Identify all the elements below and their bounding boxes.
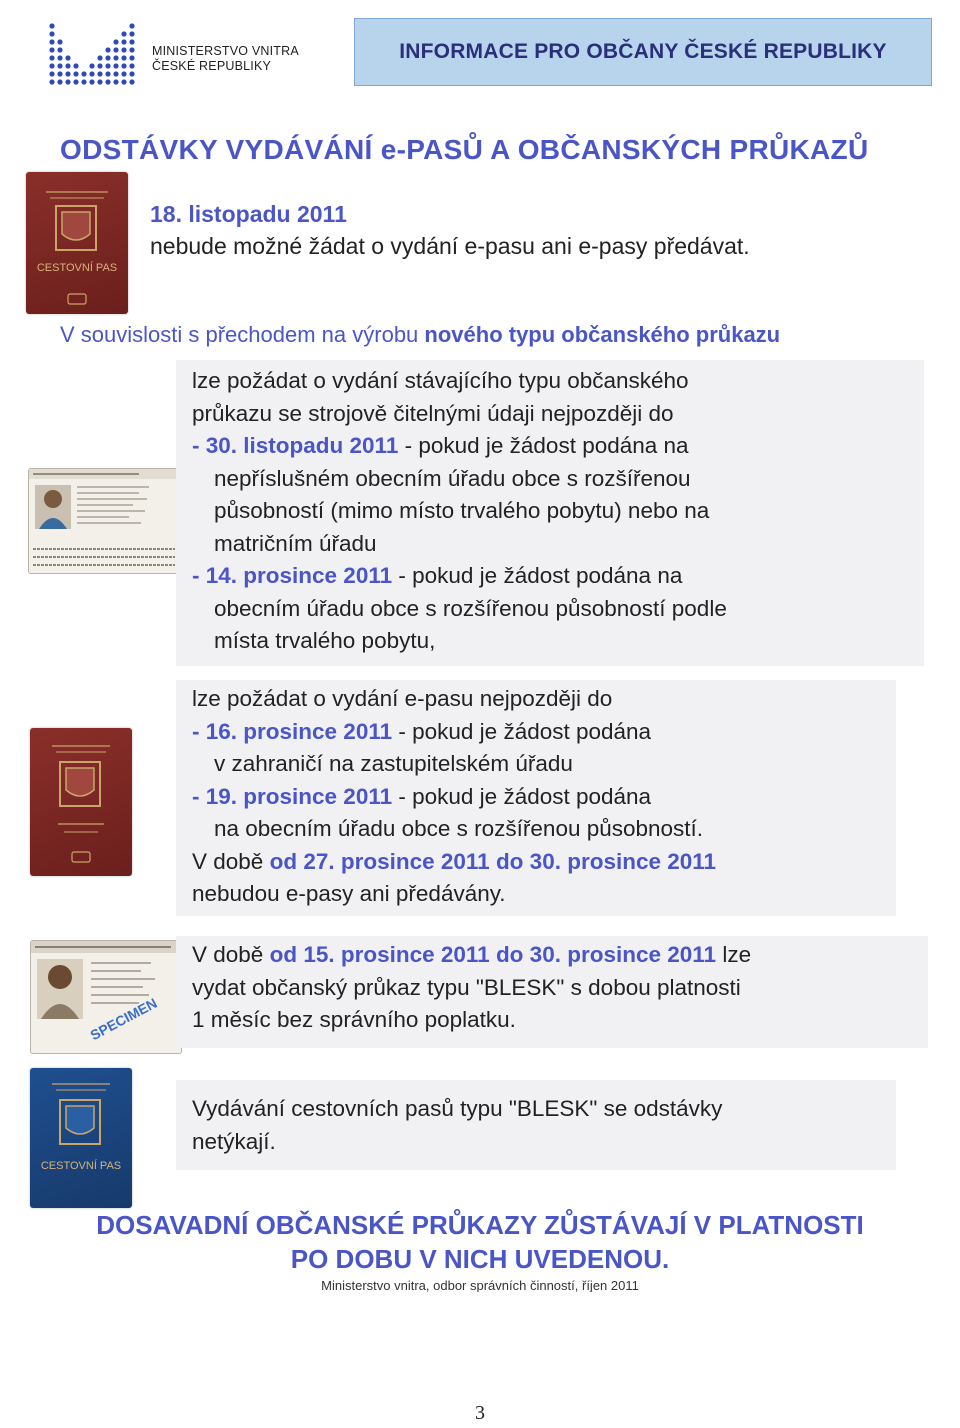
blue-passport-emblem-icon — [30, 1068, 132, 1208]
ministry-name — [152, 44, 299, 74]
epass-deadline-2 — [192, 781, 912, 814]
blesk-id-line3: 1 měsíc bez správního poplatku. — [192, 1007, 516, 1032]
deadline-item-2 — [192, 560, 912, 593]
ministry-logo-icon — [48, 20, 140, 92]
eps-stop-date: 18. listopadu 2011 — [150, 201, 347, 227]
blesk-id-line1 — [192, 939, 932, 972]
page-title: ODSTÁVKY VYDÁVÁNÍ e-PASŮ A OBČANSKÝCH PRŮKAZŮ — [60, 134, 869, 165]
ministry-line-1: MINISTERSTVO VNITRA — [152, 44, 299, 58]
specimen-id-card-image — [30, 940, 182, 1054]
context-prefix: V souvislosti s přechodem na výrobu — [60, 322, 425, 347]
blesk-passport-line1: Vydávání cestovních pasů typu "BLESK" se odstávky — [192, 1096, 723, 1121]
deadline-2-line3: místa trvalého pobytu, — [214, 628, 436, 653]
red-passport-image — [26, 172, 128, 314]
block2-line1: lze požádat o vydání stávajícího typu občanského — [192, 368, 689, 393]
blesk-id-dates: od 15. prosince 2011 do 30. prosince 2011 — [269, 942, 717, 967]
id-card-image — [28, 468, 180, 574]
period-prefix: V době — [192, 848, 270, 874]
deadline-1-line3: působností (mimo místo trvalého pobytu) nebo na — [214, 498, 710, 523]
block2-line2: průkazu se strojově čitelnými údaji nejpozději do — [192, 400, 674, 426]
blue-passport-image — [30, 1068, 132, 1208]
epass-deadline-2-line2: na obecním úřadu obce s rozšířenou působností. — [214, 816, 704, 841]
red-passport-image-2 — [30, 728, 132, 876]
period-dates: od 27. prosince 2011 do 30. prosince 2011 — [269, 848, 717, 874]
deadline-1-text: - pokud je žádost podána na — [398, 433, 689, 458]
validity-heading-line1: DOSAVADNÍ OBČANSKÉ PRŮKAZY ZŮSTÁVAJÍ V PLATNOSTI — [96, 1210, 864, 1240]
deadline-item-1 — [192, 430, 912, 463]
epassport-deadline-block — [192, 683, 912, 911]
epass-deadline-2-date: - 19. prosince 2011 — [192, 783, 393, 809]
id-card-photo-icon — [29, 469, 179, 573]
block3-line1: lze požádat o vydání e-pasu nejpozději do — [192, 686, 613, 711]
period-end: nebudou e-pasy ani předávány. — [192, 881, 506, 906]
epass-deadline-2-text: - pokud je žádost podána — [392, 783, 652, 809]
blesk-passport-block — [192, 1093, 912, 1158]
info-banner — [354, 18, 932, 86]
eps-stop-notice — [150, 198, 910, 262]
validity-heading-line2: PO DOBU V NICH UVEDENOU. — [290, 1244, 670, 1274]
deadline-1-line4: matričním úřadu — [214, 530, 377, 556]
banner-text: INFORMACE PRO OBČANY ČESKÉ REPUBLIKY — [399, 40, 887, 63]
deadline-2-line2: obecním úřadu obce s rozšířenou působností podle — [214, 595, 727, 621]
blesk-passport-line2: netýkají. — [192, 1128, 276, 1154]
deadline-2-date: - 14. prosince 2011 — [192, 563, 393, 588]
red-passport-label: CESTOVNÍ PAS — [36, 262, 118, 274]
deadline-2-text: - pokud je žádost podána na — [392, 563, 683, 588]
id-card-deadline-block — [192, 365, 912, 658]
validity-heading — [40, 1208, 920, 1276]
context-line — [60, 322, 780, 348]
passport-emblem-icon — [26, 172, 128, 314]
period-line — [192, 846, 912, 879]
epass-deadline-1-line2: v zahraničí na zastupitelském úřadu — [214, 751, 573, 776]
specimen-stamp: SPECIMEN — [87, 994, 160, 1044]
passport-emblem-icon-2 — [30, 728, 132, 876]
context-bold: nového typu občanského průkazu — [424, 322, 781, 347]
ministry-line-2: ČESKÉ REPUBLIKY — [152, 59, 272, 73]
source-note: Ministerstvo vnitra, odbor správních činností, říjen 2011 — [321, 1278, 639, 1292]
epass-deadline-1-date: - 16. prosince 2011 — [192, 718, 393, 744]
blesk-id-suffix: lze — [716, 942, 752, 967]
epass-deadline-1 — [192, 716, 912, 749]
deadline-1-line2: nepříslušném obecním úřadu obce s rozšířenou — [214, 465, 691, 491]
epass-deadline-1-text: - pokud je žádost podána — [392, 718, 652, 744]
deadline-1-date: - 30. listopadu 2011 — [192, 433, 399, 458]
blesk-id-prefix: V době — [192, 942, 270, 967]
page-number: 3 — [475, 1402, 485, 1424]
blesk-id-block — [192, 939, 932, 1037]
blesk-id-line2: vydat občanský průkaz typu "BLESK" s dobou platnosti — [192, 974, 741, 1000]
eps-stop-text: nebude možné žádat o vydání e-pasu ani e-pasy předávat. — [150, 233, 750, 259]
blue-passport-label: CESTOVNÍ PAS — [40, 1160, 122, 1172]
